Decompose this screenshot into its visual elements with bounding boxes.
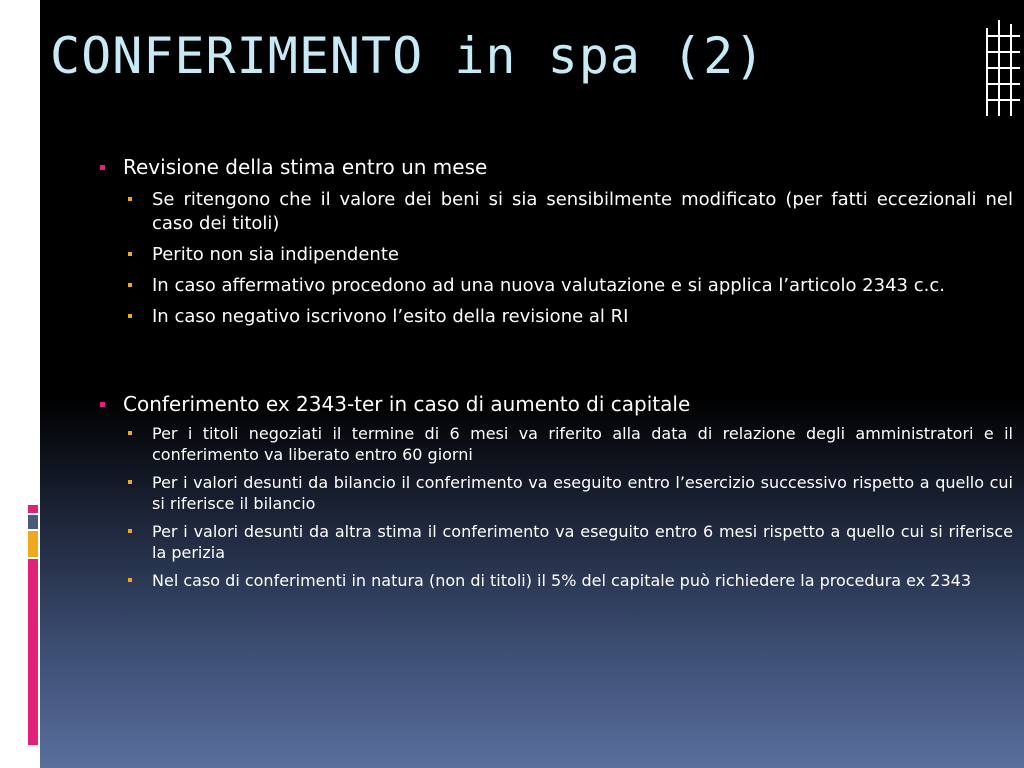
- list-item: Per i valori desunti da bilancio il conferimento va eseguito entro l’esercizio successivo rispetto a quello cui si riferisce il bilancio: [95, 472, 1013, 514]
- accent-bar-pink: [28, 505, 38, 513]
- accent-bars: [28, 505, 38, 747]
- bullet-heading-revisione: Revisione della stima entro un mese: [95, 154, 1013, 181]
- section-stima-revision: [95, 154, 1013, 329]
- accent-bar-orange: [28, 531, 38, 557]
- accent-bar-slate: [28, 515, 38, 529]
- list-item: Perito non sia indipendente: [95, 243, 1013, 267]
- slide-content: [95, 154, 1013, 591]
- slide-title: CONFERIMENTO in spa (2): [50, 27, 766, 85]
- list-item: Se ritengono che il valore dei beni si sia sensibilmente modificato (per fatti eccezionali nel caso dei titoli): [95, 188, 1013, 236]
- section-conferimento-ter: [95, 391, 1013, 591]
- accent-bar-pink-long: [28, 559, 38, 745]
- list-item: Per i valori desunti da altra stima il conferimento va eseguito entro 6 mesi rispetto a quello cui si riferisce la perizia: [95, 521, 1013, 563]
- title-decoration-icon: [983, 18, 1021, 118]
- list-item: Nel caso di conferimenti in natura (non di titoli) il 5% del capitale può richiedere la procedura ex 2343: [95, 570, 1013, 591]
- list-item: In caso negativo iscrivono l’esito della revisione al RI: [95, 305, 1013, 329]
- bullet-heading-conferimento: Conferimento ex 2343-ter in caso di aumento di capitale: [95, 391, 1013, 418]
- list-item: In caso affermativo procedono ad una nuova valutazione e si applica l’articolo 2343 c.c.: [95, 274, 1013, 298]
- list-item: Per i titoli negoziati il termine di 6 mesi va riferito alla data di relazione degli amministratori e il conferimento va liberato entro 60 giorni: [95, 423, 1013, 465]
